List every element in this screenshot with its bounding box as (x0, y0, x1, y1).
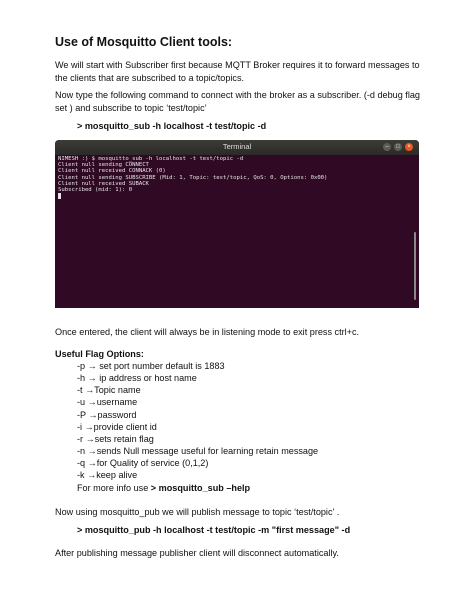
terminal-line: NIMESH :) $ mosquitto_sub -h localhost -t test/topic -d (58, 156, 244, 162)
flag-item: -k →keep alive (77, 470, 138, 481)
flags-heading: Useful Flag Options: (55, 349, 144, 359)
terminal-titlebar (55, 140, 419, 155)
listening-mode-paragraph: Once entered, the client will always be in listening mode to exit press ctrl+c. (55, 327, 360, 337)
terminal-line: Client null sending SUBSCRIBE (Mid: 1, Topic: test/topic, QoS: 0, Options: 0x00) (58, 174, 328, 181)
terminal-scrollbar (414, 232, 416, 300)
more-info-line (77, 482, 318, 494)
disconnect-paragraph: After publishing message publisher client will disconnect automatically. (55, 548, 339, 558)
terminal-line: Client null received SUBACK (58, 180, 149, 187)
terminal-output (55, 155, 419, 200)
flag-list (77, 360, 318, 494)
intro-paragraph: We will start with Subscriber first because MQTT Broker requires it to forward messages to the clients that are subscribed to a topic/topics. (55, 60, 420, 83)
flag-item: -h → ip address or host name (77, 373, 197, 384)
terminal-line: Subscribed (mid: 1): 0 (58, 187, 133, 194)
flag-item: -u →username (77, 397, 138, 408)
terminal-line: Client null sending CONNECT (58, 162, 149, 169)
subscribe-command: > mosquitto_sub -h localhost -t test/topic -d (77, 121, 267, 131)
flag-item: -i →provide client id (77, 421, 157, 432)
close-icon: × (405, 143, 413, 151)
terminal-cursor (58, 193, 61, 199)
maximize-icon: □ (394, 143, 402, 151)
flag-item: -t →Topic name (77, 385, 141, 396)
terminal-screenshot (55, 140, 419, 308)
flag-item: -r →sets retain flag (77, 433, 154, 444)
subscribe-instructions: Now type the following command to connect with the broker as a subscriber. (-d debug flag set ) and subscribe to topic ‘test/topic’ (55, 90, 420, 113)
flag-item: -q →for Quality of service (0,1,2) (77, 458, 209, 469)
more-info-prefix: For more info use (77, 482, 151, 493)
minimize-icon: – (383, 143, 391, 151)
flag-item: -n →sends Null message useful for learning retain message (77, 446, 319, 457)
flag-item: -p → set port number default is 1883 (77, 361, 225, 371)
help-command: > mosquitto_sub –help (150, 482, 251, 493)
publish-paragraph: Now using mosquitto_pub we will publish message to topic ‘test/topic’ . (55, 507, 340, 517)
publish-command: > mosquitto_pub -h localhost -t test/topic -m "first message" -d (77, 525, 351, 535)
page-title: Use of Mosquitto Client tools: (55, 35, 233, 49)
terminal-line: Client null received CONNACK (0) (58, 168, 166, 175)
flag-item: -P →password (77, 409, 137, 420)
terminal-title: Terminal (222, 142, 252, 151)
